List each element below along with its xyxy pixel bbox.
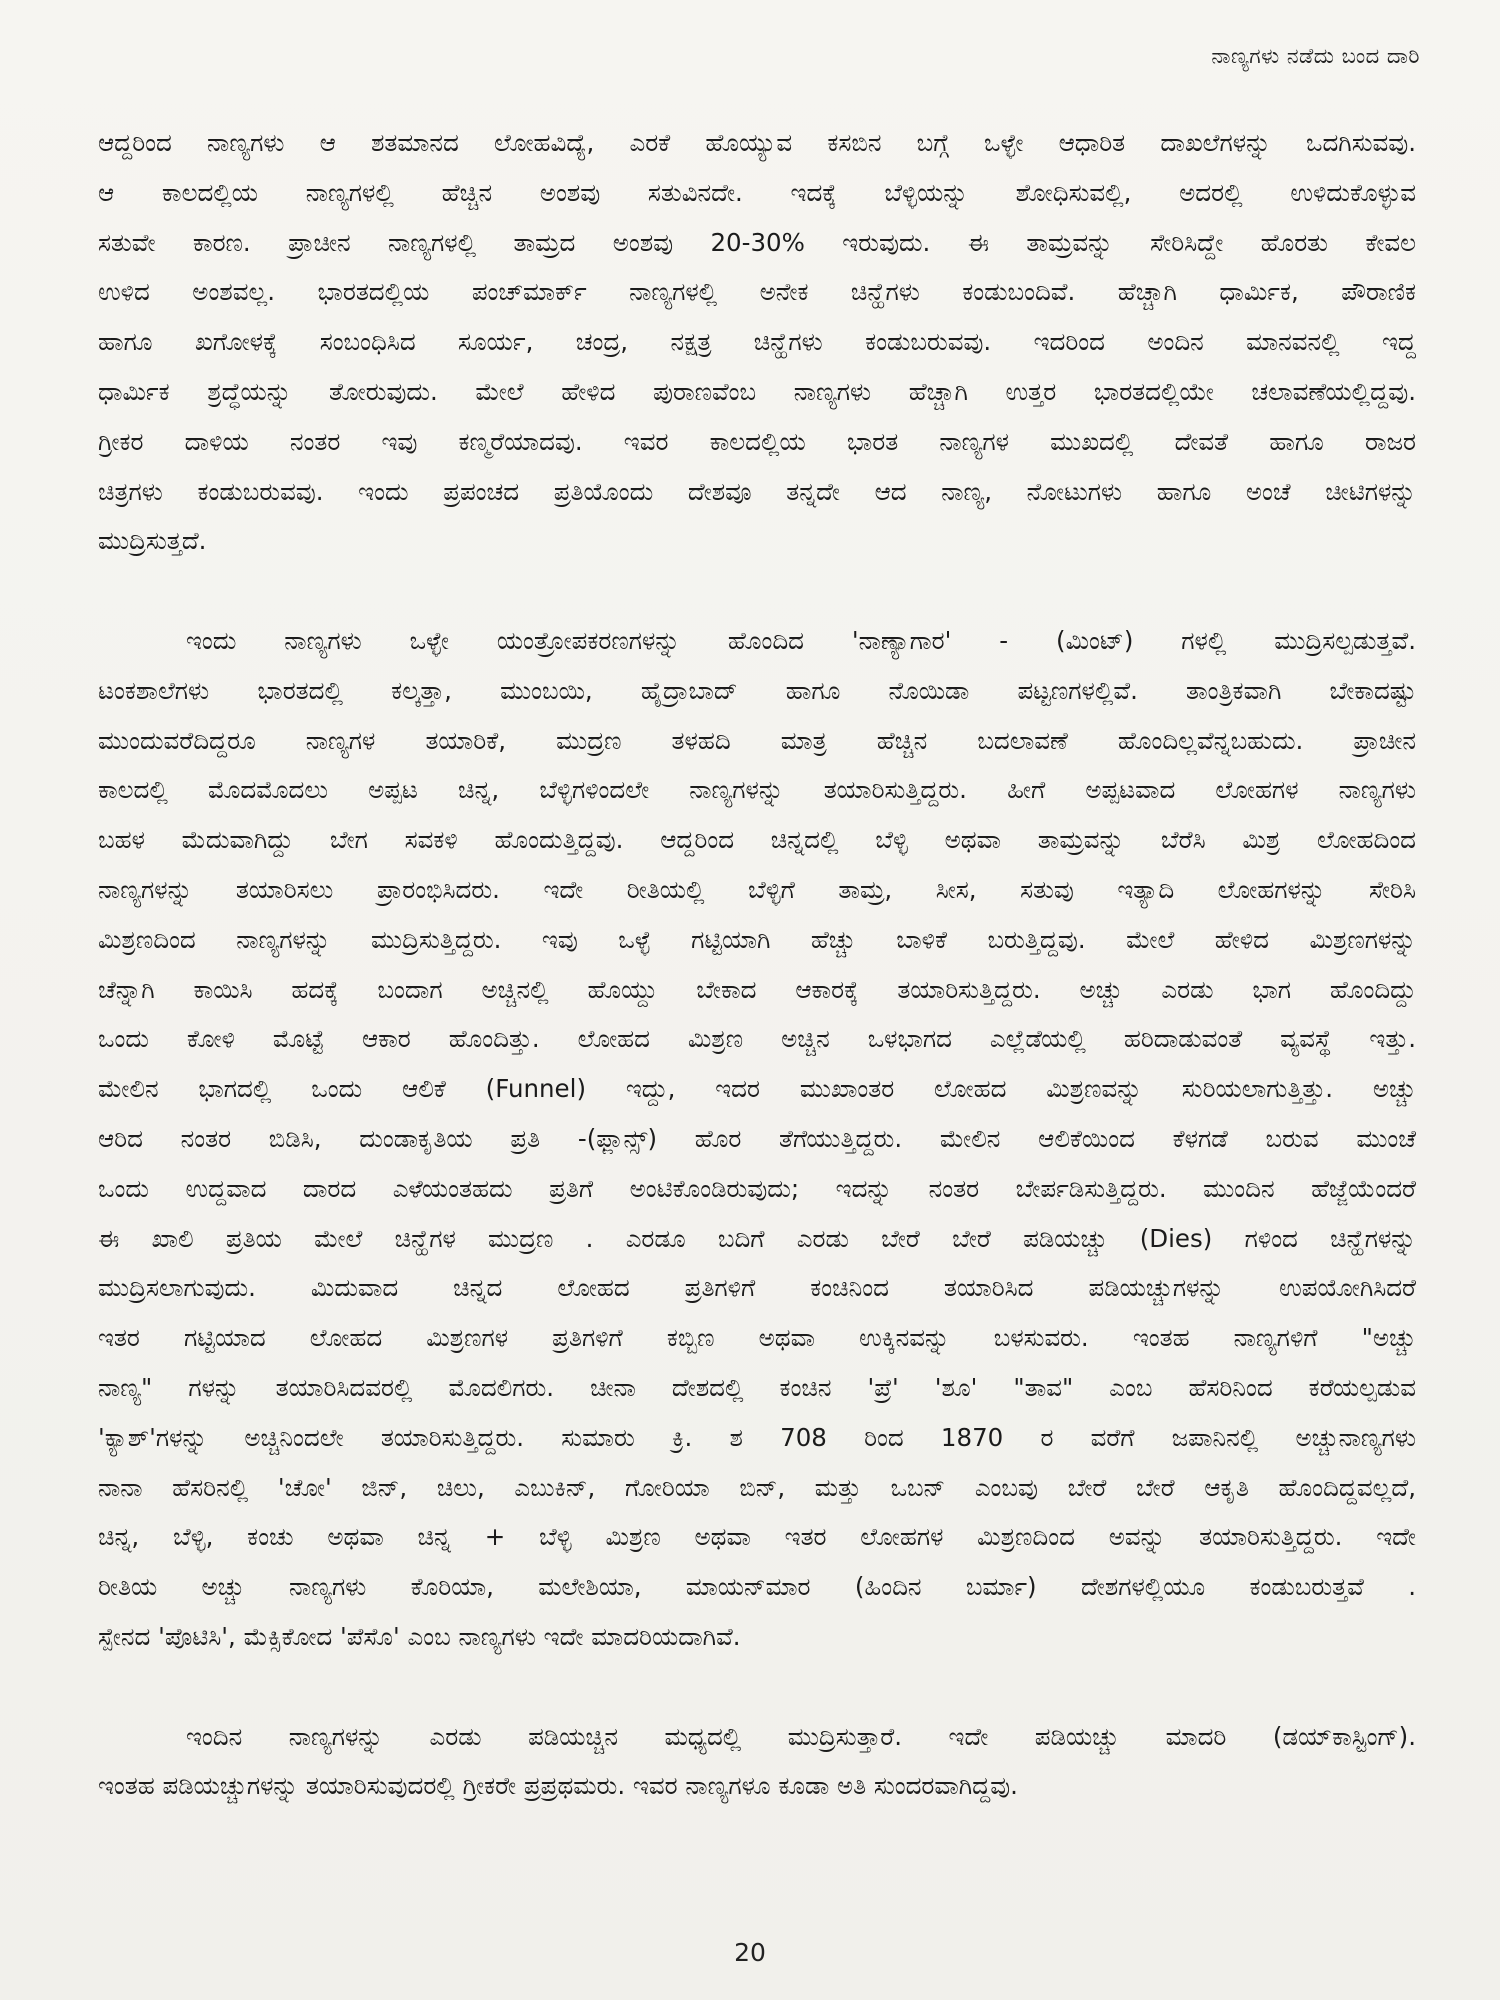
text-line: ಇತರ ಗಟ್ಟಿಯಾದ ಲೋಹದ ಮಿಶ್ರಣಗಳ ಪ್ರತಿಗಳಿಗೆ ಕಬ್ಬಿಣ ಅಥವಾ ಉಕ್ಕಿನವನ್ನು ಬಳಸುವರು. ಇಂತಹ ನಾಣ್ಯಗಳಿಗೆ "ಅಚ್ಚು [98, 1323, 1416, 1353]
text-line: 'ಕ್ಯಾಶ್'ಗಳನ್ನು ಅಚ್ಚಿನಿಂದಲೇ ತಯಾರಿಸುತ್ತಿದ್ದರು. ಸುಮಾರು ಕ್ರಿ. ಶ 708 ರಿಂದ 1870 ರ ವರೆಗೆ ಜಪಾನಿನಲ್ಲಿ ಅಚ್ಚುನಾಣ್ಯಗಳು [98, 1422, 1416, 1452]
page-body [98, 118, 1416, 1811]
running-head: ನಾಣ್ಯಗಳು ನಡೆದು ಬಂದ ದಾರಿ [1211, 44, 1420, 68]
text-line: ಚಿನ್ನ, ಬೆಳ್ಳಿ, ಕಂಚು ಅಥವಾ ಚಿನ್ನ + ಬೆಳ್ಳಿ ಮಿಶ್ರಣ ಅಥವಾ ಇತರ ಲೋಹಗಳ ಮಿಶ್ರಣದಿಂದ ಅವನ್ನು ತಯಾರಿಸುತ್ತಿದ್ದರು. ಇದೇ [98, 1522, 1416, 1552]
text-line: ಆರಿದ ನಂತರ ಬಿಡಿಸಿ, ದುಂಡಾಕೃತಿಯ ಪ್ರತಿ -(ಫ್ಲಾನ್ಸ್) ಹೊರ ತೆಗೆಯುತ್ತಿದ್ದರು. ಮೇಲಿನ ಆಲಿಕೆಯಿಂದ ಕೆಳಗಡೆ ಬರುವ ಮುಂಚೆ [98, 1123, 1416, 1153]
paragraph-3 [98, 1712, 1416, 1812]
text-line: ಚಿತ್ರಗಳು ಕಂಡುಬರುವವು. ಇಂದು ಪ್ರಪಂಚದ ಪ್ರತಿಯೊಂದು ದೇಶವೂ ತನ್ನದೇ ಆದ ನಾಣ್ಯ, ನೋಟುಗಳು ಹಾಗೂ ಅಂಚೆ ಚೀಟಿಗಳನ್ನು [98, 476, 1416, 506]
text-line: ಉಳಿದ ಅಂಶವಲ್ಲ. ಭಾರತದಲ್ಲಿಯ ಪಂಚ್‌ಮಾರ್ಕ್ ನಾಣ್ಯಗಳಲ್ಲಿ ಅನೇಕ ಚಿನ್ಹೆಗಳು ಕಂಡುಬಂದಿವೆ. ಹೆಚ್ಚಾಗಿ ಧಾರ್ಮಿಕ, ಪೌರಾಣಿಕ [98, 277, 1416, 307]
text-line: ಗ್ರೀಕರ ದಾಳಿಯ ನಂತರ ಇವು ಕಣ್ಮರೆಯಾದವು. ಇವರ ಕಾಲದಲ್ಲಿಯ ಭಾರತ ನಾಣ್ಯಗಳ ಮುಖದಲ್ಲಿ ದೇವತೆ ಹಾಗೂ ರಾಜರ [98, 426, 1416, 456]
text-line: ಮೇಲಿನ ಭಾಗದಲ್ಲಿ ಒಂದು ಆಲಿಕೆ (Funnel) ಇದ್ದು, ಇದರ ಮುಖಾಂತರ ಲೋಹದ ಮಿಶ್ರಣವನ್ನು ಸುರಿಯಲಾಗುತ್ತಿತ್ತು. ಅಚ್ಚು [98, 1074, 1416, 1104]
page-number: 20 [734, 1938, 766, 1967]
text-line: ಮುಂದುವರೆದಿದ್ದರೂ ನಾಣ್ಯಗಳ ತಯಾರಿಕೆ, ಮುದ್ರಣ ತಳಹದಿ ಮಾತ್ರ ಹೆಚ್ಚಿನ ಬದಲಾವಣೆ ಹೊಂದಿಲ್ಲವೆನ್ನಬಹುದು. ಪ್ರಾಚೀನ [98, 725, 1416, 755]
paragraph-2 [98, 616, 1416, 1662]
text-line: ಕಾಲದಲ್ಲಿ ಮೊದಮೊದಲು ಅಪ್ಪಟ ಚಿನ್ನ, ಬೆಳ್ಳಿಗಳಿಂದಲೇ ನಾಣ್ಯಗಳನ್ನು ತಯಾರಿಸುತ್ತಿದ್ದರು. ಹೀಗೆ ಅಪ್ಪಟವಾದ ಲೋಹಗಳ ನಾಣ್ಯಗಳು [98, 775, 1416, 805]
text-line: ಆದ್ದರಿಂದ ನಾಣ್ಯಗಳು ಆ ಶತಮಾನದ ಲೋಹವಿದ್ಯೆ, ಎರಕೆ ಹೊಯ್ಯುವ ಕಸಬಿನ ಬಗ್ಗೆ ಒಳ್ಳೇ ಆಧಾರಿತ ದಾಖಲೆಗಳನ್ನು ಒದಗಿಸುವವು. [98, 128, 1416, 157]
text-line: ನಾಣ್ಯ" ಗಳನ್ನು ತಯಾರಿಸಿದವರಲ್ಲಿ ಮೊದಲಿಗರು. ಚೀನಾ ದೇಶದಲ್ಲಿ ಕಂಚಿನ 'ಪ್ರೆ' 'ಶೂ' "ತಾವ" ಎಂಬ ಹೆಸರಿನಿಂದ ಕರೆಯಲ್ಪಡುವ [98, 1372, 1416, 1402]
text-line: ಇಂದಿನ ನಾಣ್ಯಗಳನ್ನು ಎರಡು ಪಡಿಯಚ್ಚಿನ ಮಧ್ಯದಲ್ಲಿ ಮುದ್ರಿಸುತ್ತಾರೆ. ಇದೇ ಪಡಿಯಚ್ಚು ಮಾದರಿ (ಡಯ್‌ಕಾಸ್ಟಿಂಗ್). [186, 1721, 1416, 1751]
text-line: ಟಂಕಶಾಲೆಗಳು ಭಾರತದಲ್ಲಿ ಕಲ್ಕತ್ತಾ, ಮುಂಬಯಿ, ಹೈದ್ರಾಬಾದ್ ಹಾಗೂ ನೊಯಿಡಾ ಪಟ್ಟಣಗಳಲ್ಲಿವೆ. ತಾಂತ್ರಿಕವಾಗಿ ಬೇಕಾದಷ್ಟು [98, 675, 1416, 705]
text-line: ಧಾರ್ಮಿಕ ಶ್ರದ್ಧೆಯನ್ನು ತೋರುವುದು. ಮೇಲೆ ಹೇಳಿದ ಪುರಾಣವೆಂಬ ನಾಣ್ಯಗಳು ಹೆಚ್ಚಾಗಿ ಉತ್ತರ ಭಾರತದಲ್ಲಿಯೇ ಚಲಾವಣೆಯಲ್ಲಿದ್ದವು. [98, 376, 1416, 406]
text-line: ನಾನಾ ಹೆಸರಿನಲ್ಲಿ 'ಚೋ' ಜಿನ್, ಚಿಲು, ಎಬುಕಿನ್, ಗೋರಿಯಾ ಬಿನ್, ಮತ್ತು ಒಬನ್ ಎಂಬವು ಬೇರೆ ಬೇರೆ ಆಕೃತಿ ಹೊಂದಿದ್ದವಲ್ಲದೆ, [98, 1472, 1416, 1502]
text-line: ನಾಣ್ಯಗಳನ್ನು ತಯಾರಿಸಲು ಪ್ರಾರಂಭಿಸಿದರು. ಇದೇ ರೀತಿಯಲ್ಲಿ ಬೆಳ್ಳಿಗೆ ತಾಮ್ರ, ಸೀಸ, ಸತುವು ಇತ್ಯಾದಿ ಲೋಹಗಳನ್ನು ಸೇರಿಸಿ [98, 874, 1416, 904]
text-line: ಇಂತಹ ಪಡಿಯಚ್ಚುಗಳನ್ನು ತಯಾರಿಸುವುದರಲ್ಲಿ ಗ್ರೀಕರೇ ಪ್ರಪ್ರಥಮರು. ಇವರ ನಾಣ್ಯಗಳೂ ಕೂಡಾ ಅತಿ ಸುಂದರವಾಗಿದ್ದವು. [98, 1771, 1018, 1801]
text-line: ಮುದ್ರಿಸುತ್ತದೆ. [98, 526, 207, 556]
text-line: ಬಹಳ ಮೆದುವಾಗಿದ್ದು ಬೇಗ ಸವಕಳಿ ಹೊಂದುತ್ತಿದ್ದವು. ಆದ್ದರಿಂದ ಚಿನ್ನದಲ್ಲಿ ಬೆಳ್ಳಿ ಅಥವಾ ತಾಮ್ರವನ್ನು ಬೆರೆಸಿ ಮಿಶ್ರ ಲೋಹದಿಂದ [98, 825, 1416, 855]
paragraph-spacer [98, 566, 1416, 616]
text-line: ಒಂದು ಕೋಳಿ ಮೊಟ್ಟೆ ಆಕಾರ ಹೊಂದಿತ್ತು. ಲೋಹದ ಮಿಶ್ರಣ ಅಚ್ಚಿನ ಒಳಭಾಗದ ಎಲ್ಲೆಡೆಯಲ್ಲಿ ಹರಿದಾಡುವಂತೆ ವ್ಯವಸ್ಥೆ ಇತ್ತು. [98, 1024, 1416, 1054]
text-line: ಇಂದು ನಾಣ್ಯಗಳು ಒಳ್ಳೇ ಯಂತ್ರೋಪಕರಣಗಳನ್ನು ಹೊಂದಿದ 'ನಾಣ್ಯಾಗಾರ' - (ಮಿಂಟ್) ಗಳಲ್ಲಿ ಮುದ್ರಿಸಲ್ಪಡುತ್ತವೆ. [186, 625, 1416, 655]
text-line: ಈ ಖಾಲಿ ಪ್ರತಿಯ ಮೇಲೆ ಚಿನ್ಹೆಗಳ ಮುದ್ರಣ . ಎರಡೂ ಬದಿಗೆ ಎರಡು ಬೇರೆ ಬೇರೆ ಪಡಿಯಚ್ಚು (Dies) ಗಳಿಂದ ಚಿನ್ಹೆಗಳನ್ನು [98, 1223, 1416, 1253]
text-line: ಸತುವೇ ಕಾರಣ. ಪ್ರಾಚೀನ ನಾಣ್ಯಗಳಲ್ಲಿ ತಾಮ್ರದ ಅಂಶವು 20-30% ಇರುವುದು. ಈ ತಾಮ್ರವನ್ನು ಸೇರಿಸಿದ್ದೇ ಹೊರತು ಕೇವಲ [98, 227, 1416, 257]
paragraph-1 [98, 118, 1416, 566]
text-line: ಆ ಕಾಲದಲ್ಲಿಯ ನಾಣ್ಯಗಳಲ್ಲಿ ಹೆಚ್ಚಿನ ಅಂಶವು ಸತುವಿನದೇ. ಇದಕ್ಕೆ ಬೆಳ್ಳಿಯನ್ನು ಶೋಧಿಸುವಲ್ಲಿ, ಅದರಲ್ಲಿ ಉಳಿದುಕೊಳ್ಳುವ [98, 177, 1416, 207]
text-line: ಮಿಶ್ರಣದಿಂದ ನಾಣ್ಯಗಳನ್ನು ಮುದ್ರಿಸುತ್ತಿದ್ದರು. ಇವು ಒಳ್ಳೆ ಗಟ್ಟಿಯಾಗಿ ಹೆಚ್ಚು ಬಾಳಿಕೆ ಬರುತ್ತಿದ್ದವು. ಮೇಲೆ ಹೇಳಿದ ಮಿಶ್ರಣಗಳನ್ನು [98, 924, 1416, 954]
text-line: ಹಾಗೂ ಖಗೋಳಕ್ಕೆ ಸಂಬಂಧಿಸಿದ ಸೂರ್ಯ, ಚಂದ್ರ, ನಕ್ಷತ್ರ ಚಿನ್ಹೆಗಳು ಕಂಡುಬರುವವು. ಇದರಿಂದ ಅಂದಿನ ಮಾನವನಲ್ಲಿ ಇದ್ದ [98, 327, 1416, 357]
text-line: ರೀತಿಯ ಅಚ್ಚು ನಾಣ್ಯಗಳು ಕೊರಿಯಾ, ಮಲೇಶಿಯಾ, ಮಾಯನ್‌ಮಾರ (ಹಿಂದಿನ ಬರ್ಮಾ) ದೇಶಗಳಲ್ಲಿಯೂ ಕಂಡುಬರುತ್ತವೆ . [98, 1572, 1416, 1602]
text-line: ಮುದ್ರಿಸಲಾಗುವುದು. ಮಿದುವಾದ ಚಿನ್ನದ ಲೋಹದ ಪ್ರತಿಗಳಿಗೆ ಕಂಚಿನಿಂದ ತಯಾರಿಸಿದ ಪಡಿಯಚ್ಚುಗಳನ್ನು ಉಪಯೋಗಿಸಿದರೆ [98, 1273, 1416, 1303]
paragraph-spacer [98, 1662, 1416, 1712]
text-line: ಸ್ಪೇನದ 'ಪೊಟಿಸಿ', ಮೆಕ್ಸಿಕೋದ 'ಪೆಸೊ' ಎಂಬ ನಾಣ್ಯಗಳು ಇದೇ ಮಾದರಿಯದಾಗಿವೆ. [98, 1621, 741, 1651]
text-line: ಒಂದು ಉದ್ದವಾದ ದಾರದ ಎಳೆಯಂತಹದು ಪ್ರತಿಗೆ ಅಂಟಿಕೊಂಡಿರುವುದು; ಇದನ್ನು ನಂತರ ಬೇರ್ಪಡಿಸುತ್ತಿದ್ದರು. ಮುಂದಿನ ಹೆಜ್ಜೆಯೆಂದರೆ [98, 1173, 1416, 1203]
text-line: ಚೆನ್ನಾಗಿ ಕಾಯಿಸಿ ಹದಕ್ಕೆ ಬಂದಾಗ ಅಚ್ಚಿನಲ್ಲಿ ಹೊಯ್ದು ಬೇಕಾದ ಆಕಾರಕ್ಕೆ ತಯಾರಿಸುತ್ತಿದ್ದರು. ಅಚ್ಚು ಎರಡು ಭಾಗ ಹೊಂದಿದ್ದು [98, 974, 1416, 1004]
